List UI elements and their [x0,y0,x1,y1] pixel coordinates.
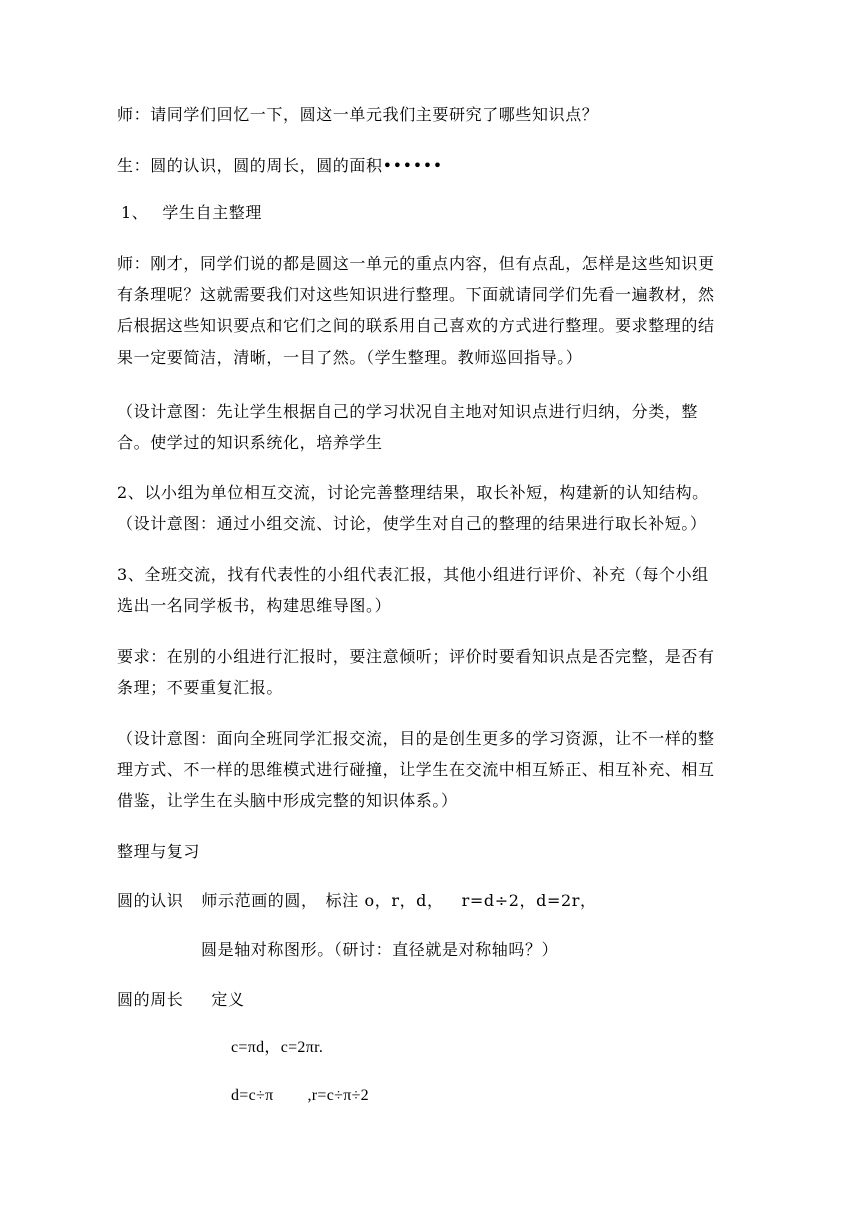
step1-number: 1、 [121,203,149,222]
circumference-formula-2 [231,1088,369,1104]
circle-symmetry-note: 圆是轴对称图形。（研讨：直径就是对称轴吗？） [201,940,559,959]
step2-line-2: （设计意图：通过小组交流、讨论，使学生对自己的整理的结果进行取长补短。） [117,514,707,533]
teacher-para-line-2: 有条理呢？这就需要我们对这些知识进行整理。下面就请同学们先看一遍教材，然 [117,285,715,304]
circle-recognition-label: 圆的认识 [117,891,184,910]
circle-recognition-formula: r=d÷2，d=2r， [461,891,597,910]
student-answer: 生：圆的认识，圆的周长，圆的面积•••••• [117,156,443,175]
design-intent-1-line-1: （设计意图：先让学生根据自己的学习状况自主地对知识点进行归纳，分类，整 [117,402,699,421]
circumference-definition: 定义 [211,990,245,1009]
design-intent-1-line-2: 合。使学过的知识系统化，培养学生 [117,433,383,452]
diameter-formula: d=c÷π [231,1087,274,1104]
circumference-formula-1: c=πd，c=2πr. [231,1039,324,1056]
circle-recognition-row [117,893,597,909]
teacher-para-line-1: 师：刚才，同学们说的都是圆这一单元的重点内容，但有点乱，怎样是这些知识更 [117,254,715,273]
circumference-row [117,992,245,1008]
requirement-line-1: 要求：在别的小组进行汇报时，要注意倾听；评价时要看知识点是否完整，是否有 [117,647,715,666]
step1-title: 学生自主整理 [162,203,262,222]
design-intent-3-line-1: （设计意图：面向全班同学汇报交流，目的是创生更多的学习资源，让不一样的整 [117,729,715,748]
circle-recognition-marks: 标注 o，r，d， [325,891,444,910]
radius-formula: ,r=c÷π÷2 [307,1087,369,1104]
teacher-para-line-4: 果一定要简洁，清晰，一目了然。（学生整理。教师巡回指导。） [117,348,583,367]
circumference-label: 圆的周长 [117,990,184,1009]
step3-line-1: 3、全班交流，找有代表性的小组代表汇报，其他小组进行评价、补充（每个小组 [117,565,709,584]
design-intent-3-line-3: 借鉴，让学生在头脑中形成完整的知识体系。） [117,791,458,810]
teacher-para-line-3: 后根据这些知识要点和它们之间的联系用自己喜欢的方式进行整理。要求整理的结 [117,316,715,335]
requirement-line-2: 条理；不要重复汇报。 [117,678,284,697]
step1-heading [121,205,262,221]
review-heading: 整理与复习 [117,842,201,861]
design-intent-3-line-2: 理方式、不一样的思维模式进行碰撞，让学生在交流中相互矫正、相互补充、相互 [117,760,715,779]
teacher-question: 师：请同学们回忆一下，圆这一单元我们主要研究了哪些知识点？ [117,105,599,124]
circle-recognition-content: 师示范画的圆， [201,891,318,910]
step2-line-1: 2、以小组为单位相互交流，讨论完善整理结果，取长补短，构建新的认知结构。 [117,483,709,502]
step3-line-2: 选出一名同学板书，构建思维导图。） [117,596,392,615]
